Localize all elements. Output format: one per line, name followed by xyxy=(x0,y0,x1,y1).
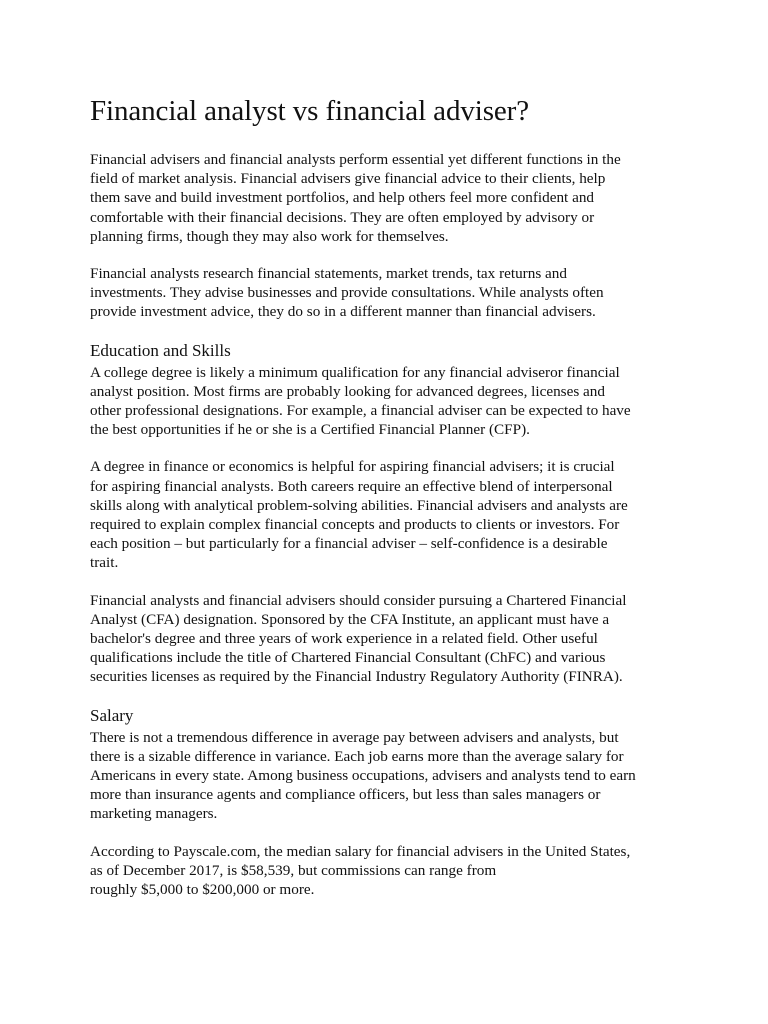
section xyxy=(90,705,690,900)
paragraph-line: analyst position. Most firms are probably looking for advanced degrees, licenses and xyxy=(90,382,605,400)
paragraph-line: the best opportunities if he or she is a Certified Financial Planner (CFP). xyxy=(90,421,530,439)
paragraph-line: According to Payscale.com, the median salary for financial advisers in the United States, xyxy=(90,842,631,860)
paragraph-line: Financial analysts research financial statements, market trends, tax returns and xyxy=(90,265,567,283)
section-heading: Education and Skills xyxy=(90,340,231,360)
content-sections xyxy=(90,340,690,900)
paragraph-line: investments. They advise businesses and provide consultations. While analysts often xyxy=(90,284,604,302)
document-page xyxy=(90,92,690,917)
paragraph-line: them save and build investment portfolios, and help others feel more confident and xyxy=(90,189,595,207)
paragraph-line: comfortable with their financial decisions. They are often employed by advisory or xyxy=(90,208,595,226)
paragraph-line: bachelor's degree and three years of work experience in a related field. Other useful xyxy=(90,630,598,648)
paragraph xyxy=(90,842,690,900)
paragraph xyxy=(90,150,690,246)
paragraph-line: other professional designations. For example, a financial adviser can be expected to have xyxy=(90,402,631,420)
paragraph-line: planning firms, though they may also work for themselves. xyxy=(90,227,449,245)
paragraph-line: roughly $5,000 to $200,000 or more. xyxy=(90,881,315,899)
paragraph-line: marketing managers. xyxy=(90,805,218,823)
paragraph-line: qualifications include the title of Chartered Financial Consultant (ChFC) and various xyxy=(90,649,606,667)
paragraph-line: Americans in every state. Among business occupations, advisers and analysts tend to earn xyxy=(90,767,636,785)
paragraph xyxy=(90,728,690,824)
paragraph-line: as of December 2017, is $58,539, but commissions can range from xyxy=(90,861,497,879)
paragraph-line: Financial analysts and financial advisers should consider pursuing a Chartered Financial xyxy=(90,591,627,609)
paragraph-line: Financial advisers and financial analysts perform essential yet different functions in the xyxy=(90,151,621,168)
paragraph-line: There is not a tremendous difference in average pay between advisers and analysts, but xyxy=(90,728,619,746)
document-title: Financial analyst vs financial adviser? xyxy=(90,95,530,127)
paragraph-line: trait. xyxy=(90,554,119,572)
paragraph-line: field of market analysis. Financial advisers give financial advice to their clients, help xyxy=(90,170,606,188)
intro-section xyxy=(90,150,690,322)
paragraph-line: required to explain complex financial concepts and products to clients or investors. For xyxy=(90,516,620,534)
section-heading: Salary xyxy=(90,705,134,725)
section xyxy=(90,340,690,687)
paragraph-line: each position – but particularly for a financial adviser – self-confidence is a desirable xyxy=(90,535,608,553)
paragraph xyxy=(90,264,690,322)
paragraph-line: there is a sizable difference in variance. Each job earns more than the average salary for xyxy=(90,747,624,765)
paragraph-line: securities licenses as required by the Financial Industry Regulatory Authority (FINRA). xyxy=(90,668,623,686)
paragraph-line: A college degree is likely a minimum qualification for any financial adviseror financial xyxy=(90,363,620,381)
paragraph-line: provide investment advice, they do so in a different manner than financial advisers. xyxy=(90,303,596,321)
paragraph xyxy=(90,591,690,687)
paragraph xyxy=(90,457,690,572)
paragraph-line: A degree in finance or economics is helpful for aspiring financial advisers; it is crucial xyxy=(90,458,615,476)
paragraph-line: skills along with analytical problem-solving abilities. Financial advisers and analysts are xyxy=(90,496,628,514)
paragraph-line: Analyst (CFA) designation. Sponsored by the CFA Institute, an applicant must have a xyxy=(90,610,610,628)
paragraph-line: more than insurance agents and compliance officers, but less than sales managers or xyxy=(90,786,601,804)
paragraph-line: for aspiring financial analysts. Both careers require an effective blend of interpersonal xyxy=(90,477,613,495)
paragraph xyxy=(90,363,690,440)
